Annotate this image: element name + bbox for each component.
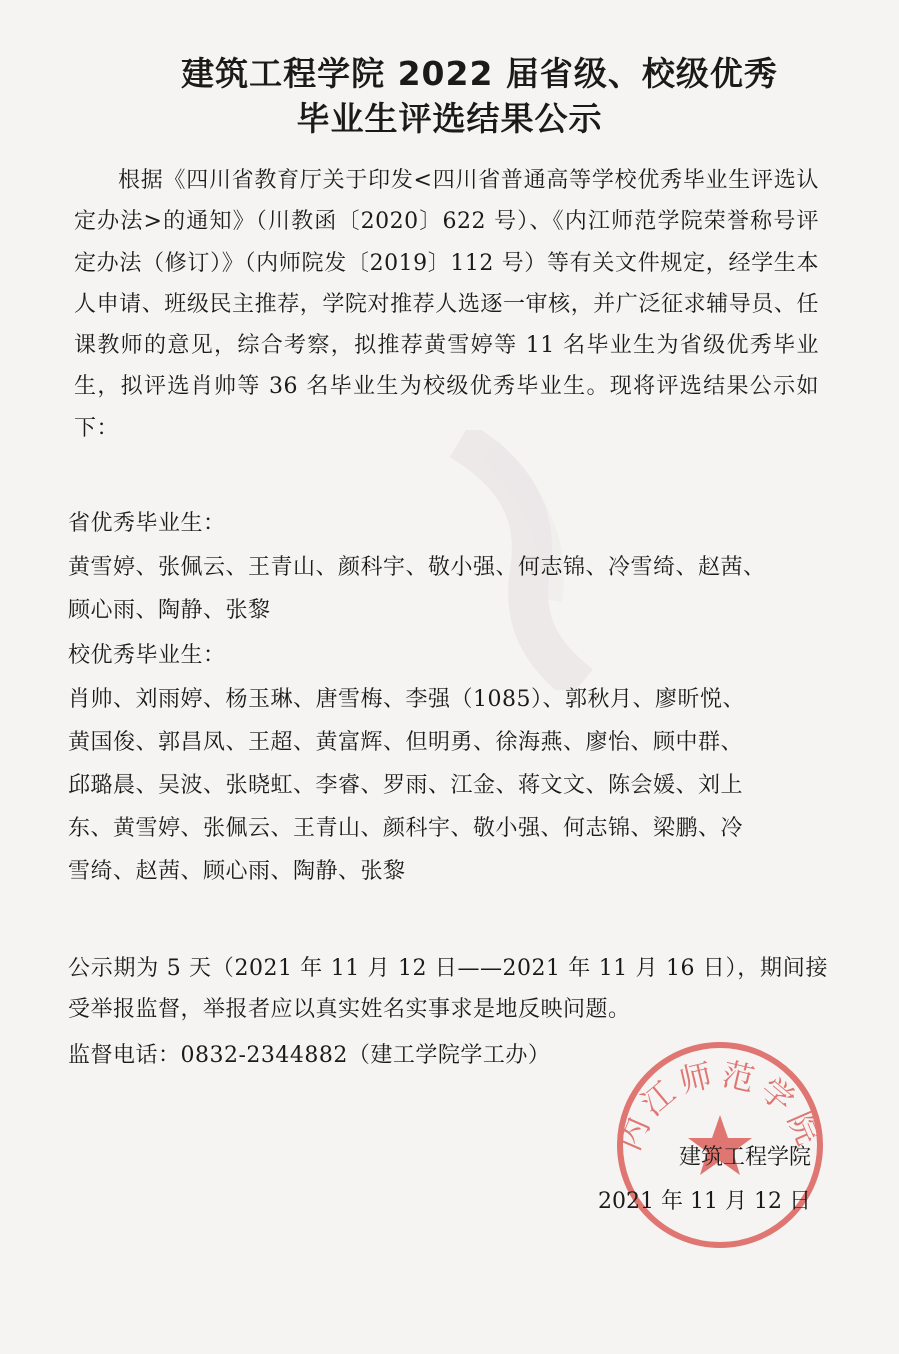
intro-paragraph: 根据《四川省教育厅关于印发<四川省普通高等学校优秀毕业生评选认定办法>的通知》（川教函〔2020〕622 号）、《内江师范学院荣誉称号评定办法（修订）》（内师院发〔2019〕112 号）等有关文件规定，经学生本人申请、班级民主推荐，学院对推荐人选逐一审核，并广泛征求辅导员、任课教师的意见，综合考察，拟推荐黄雪婷等 11 名毕业生为省级优秀毕业生，拟评选肖帅等 36 名毕业生为校级优秀毕业生。现将评选结果公示如下： [74, 168, 819, 441]
svg-text:内江师范学院: 内江师范学院 [609, 1054, 831, 1156]
contact-line: 监督电话：0832-2344882（建工学院学工办） [68, 1043, 551, 1068]
document-title-line1: 建筑工程学院 2022 届省级、校级优秀 [181, 54, 778, 93]
signature-date: 2021 年 11 月 12 日 [598, 1189, 811, 1214]
signature-org: 建筑工程学院 [678, 1145, 811, 1170]
provincial-names-line1: 黄雪婷、张佩云、王青山、颜科宇、敬小强、何志锦、冷雪绮、赵茜、 [68, 555, 766, 580]
school-names-line4: 东、黄雪婷、张佩云、王青山、颜科宇、敬小强、何志锦、梁鹏、冷 [68, 816, 744, 841]
school-names-line3: 邱璐晨、吴波、张晓虹、李睿、罗雨、江金、蒋文文、陈会媛、刘上 [68, 773, 744, 798]
provincial-heading: 省优秀毕业生： [68, 511, 226, 536]
school-names-line1: 肖帅、刘雨婷、杨玉琳、唐雪梅、李强（1085）、郭秋月、廖昕悦、 [68, 687, 745, 712]
document-title-line2: 毕业生评选结果公示 [296, 99, 603, 138]
provincial-names-line2: 顾心雨、陶静、张黎 [68, 598, 271, 623]
school-heading: 校优秀毕业生： [68, 643, 226, 668]
publicity-period: 公示期为 5 天（2021 年 11 月 12 日——2021 年 11 月 16 日），期间接受举报监督，举报者应以真实姓名实事求是地反映问题。 [68, 956, 828, 1022]
school-names-line5: 雪绮、赵茜、顾心雨、陶静、张黎 [68, 859, 406, 884]
school-names-line2: 黄国俊、郭昌凤、王超、黄富辉、但明勇、徐海燕、廖怡、顾中群、 [68, 730, 744, 755]
